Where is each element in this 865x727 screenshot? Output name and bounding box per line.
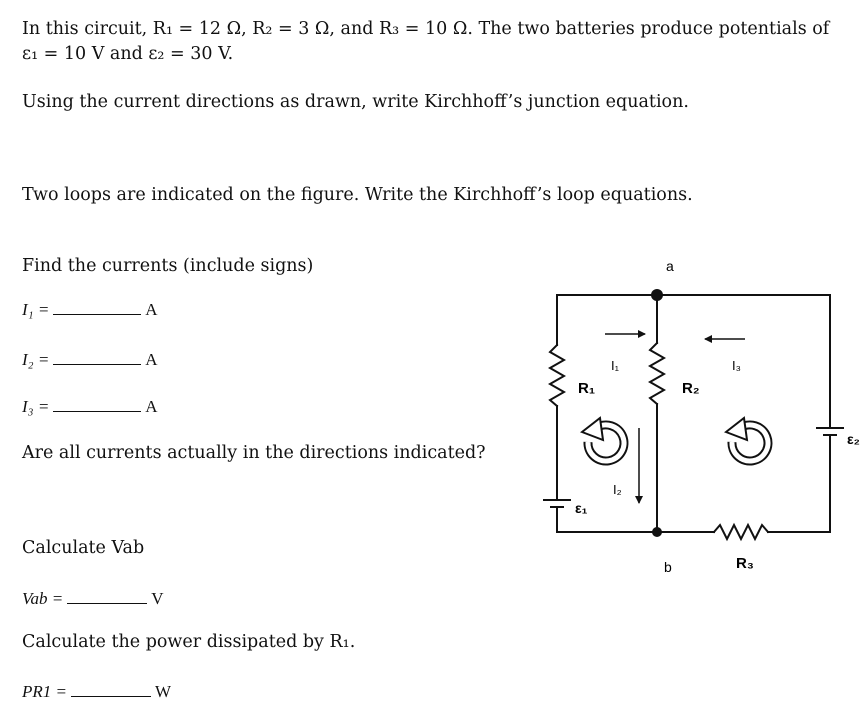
intro-line-2: ε₁ = 10 V and ε₂ = 30 V.	[22, 44, 234, 64]
directions-question: Are all currents actually in the directions indicated?	[22, 443, 486, 463]
vab-unit: V	[151, 589, 164, 608]
currents-question: Find the currents (include signs)	[22, 256, 314, 276]
i3-unit: A	[145, 397, 158, 416]
loop-question: Two loops are indicated on the figure. Write the Kirchhoff’s loop equations.	[22, 185, 693, 205]
e1-label: ε₁	[575, 500, 588, 516]
i1-unit: A	[145, 300, 158, 319]
i2-unit: A	[145, 350, 158, 369]
i2-label: I₂ =	[22, 350, 50, 369]
i2-label: I₂	[613, 482, 622, 497]
vab-label: Vab =	[22, 589, 64, 608]
r2-resistor	[650, 343, 664, 404]
node-a-label: a	[666, 258, 674, 274]
e2-label: ε₂	[847, 431, 860, 447]
node-b-dot	[652, 527, 662, 537]
vab-question: Calculate Vab	[22, 538, 145, 558]
i1-label: I₁ =	[22, 300, 50, 319]
i3-label: I₃ =	[22, 397, 50, 416]
intro-line-1: In this circuit, R₁ = 12 Ω, R₂ = 3 Ω, and R₃ = 10 Ω. The two batteries produce potentials of	[22, 19, 830, 39]
node-b-label: b	[664, 559, 672, 575]
loop1-arrowhead	[582, 418, 603, 440]
node-a-dot	[651, 289, 663, 301]
i3-label: I₃	[732, 358, 741, 373]
r1-resistor	[550, 345, 564, 406]
i1-label: I₁	[611, 358, 619, 373]
pr1-unit: W	[155, 682, 172, 701]
r1-label: R₁	[578, 380, 596, 397]
r3-resistor	[714, 525, 768, 539]
r3-label: R₃	[736, 555, 754, 572]
power-question: Calculate the power dissipated by R₁.	[22, 632, 356, 652]
pr1-label: PR1 =	[22, 682, 67, 701]
loop2-arrowhead	[726, 418, 747, 440]
r2-label: R₂	[682, 380, 700, 397]
junction-question: Using the current directions as drawn, write Kirchhoff’s junction equation.	[22, 92, 689, 112]
